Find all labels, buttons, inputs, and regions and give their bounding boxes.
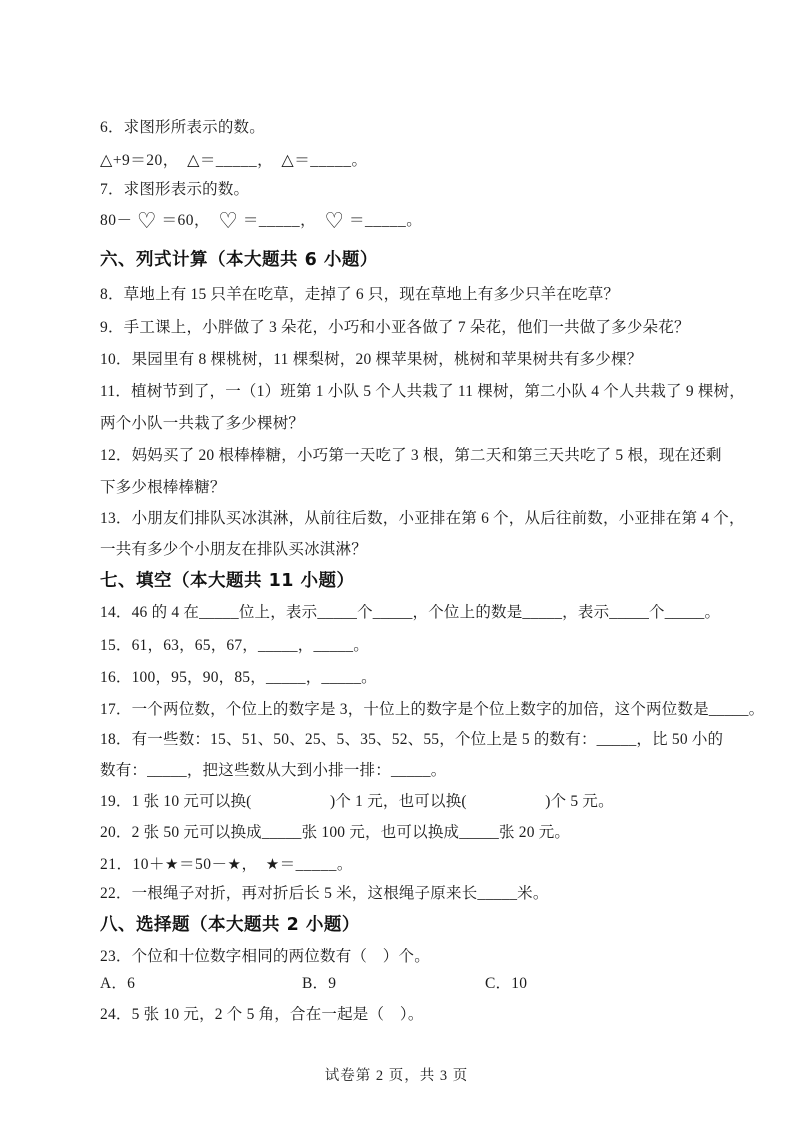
question-22: 22．一根绳子对折，再对折后长 5 米，这根绳子原来长_____米。 <box>100 884 549 902</box>
formula-text: ＝60， <box>157 211 219 229</box>
formula-text: ＝_____， <box>199 151 282 169</box>
question-12-line2: 下多少根棒棒糖？ <box>100 478 226 496</box>
question-16: 16．100，95，90，85，_____，_____。 <box>100 668 377 686</box>
star-icon: ★ <box>165 854 179 873</box>
question-9: 9．手工课上，小胖做了 3 朵花，小巧和小亚各做了 7 朵花，他们一共做了多少朵花？ <box>100 318 690 336</box>
question-10: 10．果园里有 8 棵桃树，11 棵梨树，20 棵苹果树，桃树和苹果树共有多少棵？ <box>100 350 643 368</box>
question-24: 24．5 张 10 元，2 个 5 角，合在一起是（ ）。 <box>100 1005 424 1023</box>
formula-text: ＝_____。 <box>344 211 423 229</box>
formula-text: 80－ <box>100 211 137 229</box>
star-icon: ★ <box>227 854 242 873</box>
question-20: 20．2 张 50 元可以换成_____张 100 元，也可以换成_____张 20 元。 <box>100 823 571 841</box>
triangle-icon: △ <box>281 149 295 169</box>
question-6-formula <box>100 148 710 172</box>
question-23-options <box>100 972 710 996</box>
formula-text: ＝_____， <box>238 211 325 229</box>
question-7-formula <box>100 209 710 233</box>
formula-text: 21．10＋ <box>100 855 166 873</box>
question-11-line1: 11．植树节到了，一（1）班第 1 小队 5 个人共栽了 11 棵树，第二小队 4 个人共栽了 9 棵树， <box>100 382 745 400</box>
question-13-line2: 一共有多少个小朋友在排队买冰淇淋？ <box>100 540 367 558</box>
question-19: 19．1 张 10 元可以换( )个 1 元，也可以换( )个 5 元。 <box>100 792 614 810</box>
question-12-line1: 12．妈妈买了 20 根棒棒糖，小巧第一天吃了 3 根，第二天和第三天共吃了 5 根，现在还剩 <box>100 446 722 464</box>
heart-icon: ♡ <box>218 208 239 234</box>
question-23: 23．个位和十位数字相同的两位数有（ ）个。 <box>100 947 430 965</box>
formula-text: +9＝20， <box>112 151 188 169</box>
question-23-option-a: A．6 <box>100 974 136 992</box>
triangle-icon: △ <box>187 149 200 169</box>
formula-text: ＝_____。 <box>279 855 353 873</box>
question-14: 14．46 的 4 在_____位上，表示_____个_____，个位上的数是_____，表示_____个_____。 <box>100 603 721 621</box>
question-6-stem: 6．求图形所表示的数。 <box>100 118 265 136</box>
question-13-line1: 13．小朋友们排队买冰淇淋，从前往后数，小亚排在第 6 个，从后往前数，小亚排在第 4 个， <box>100 509 745 527</box>
question-8: 8．草地上有 15 只羊在吃草，走掉了 6 只，现在草地上有多少只羊在吃草？ <box>100 285 620 303</box>
formula-text: ＝50－ <box>178 855 228 873</box>
question-21-formula <box>100 852 710 876</box>
section-6-heading: 六、列式计算（本大题共 6 小题） <box>100 249 378 270</box>
heart-icon: ♡ <box>136 208 158 234</box>
section-8-heading: 八、选择题（本大题共 2 小题） <box>100 914 360 935</box>
section-7-heading: 七、填空（本大题共 11 小题） <box>100 570 355 591</box>
question-18-line1: 18．有一些数：15、51、50、25、5、35、52、55，个位上是 5 的数有：_____，比 50 小的 <box>100 730 724 748</box>
star-icon: ★ <box>265 854 280 873</box>
page-footer: 试卷第 2 页，共 3 页 <box>324 1068 469 1084</box>
question-17: 17．一个两位数，个位上的数字是 3，十位上的数字是个位上数字的加倍，这个两位数是_____。 <box>100 700 765 718</box>
question-23-option-b: B．9 <box>302 974 337 992</box>
question-7-stem: 7．求图形表示的数。 <box>100 180 250 198</box>
formula-text: ＝_____。 <box>294 151 368 169</box>
question-11-line2: 两个小队一共栽了多少棵树？ <box>100 414 305 432</box>
question-23-option-c: C．10 <box>485 974 528 992</box>
question-15: 15．61，63，65，67，_____，_____。 <box>100 636 369 654</box>
heart-icon: ♡ <box>324 208 345 234</box>
formula-text: ， <box>241 855 266 873</box>
question-18-line2: 数有：_____，把这些数从大到小排一排：_____。 <box>100 761 447 779</box>
triangle-icon: △ <box>100 149 113 169</box>
